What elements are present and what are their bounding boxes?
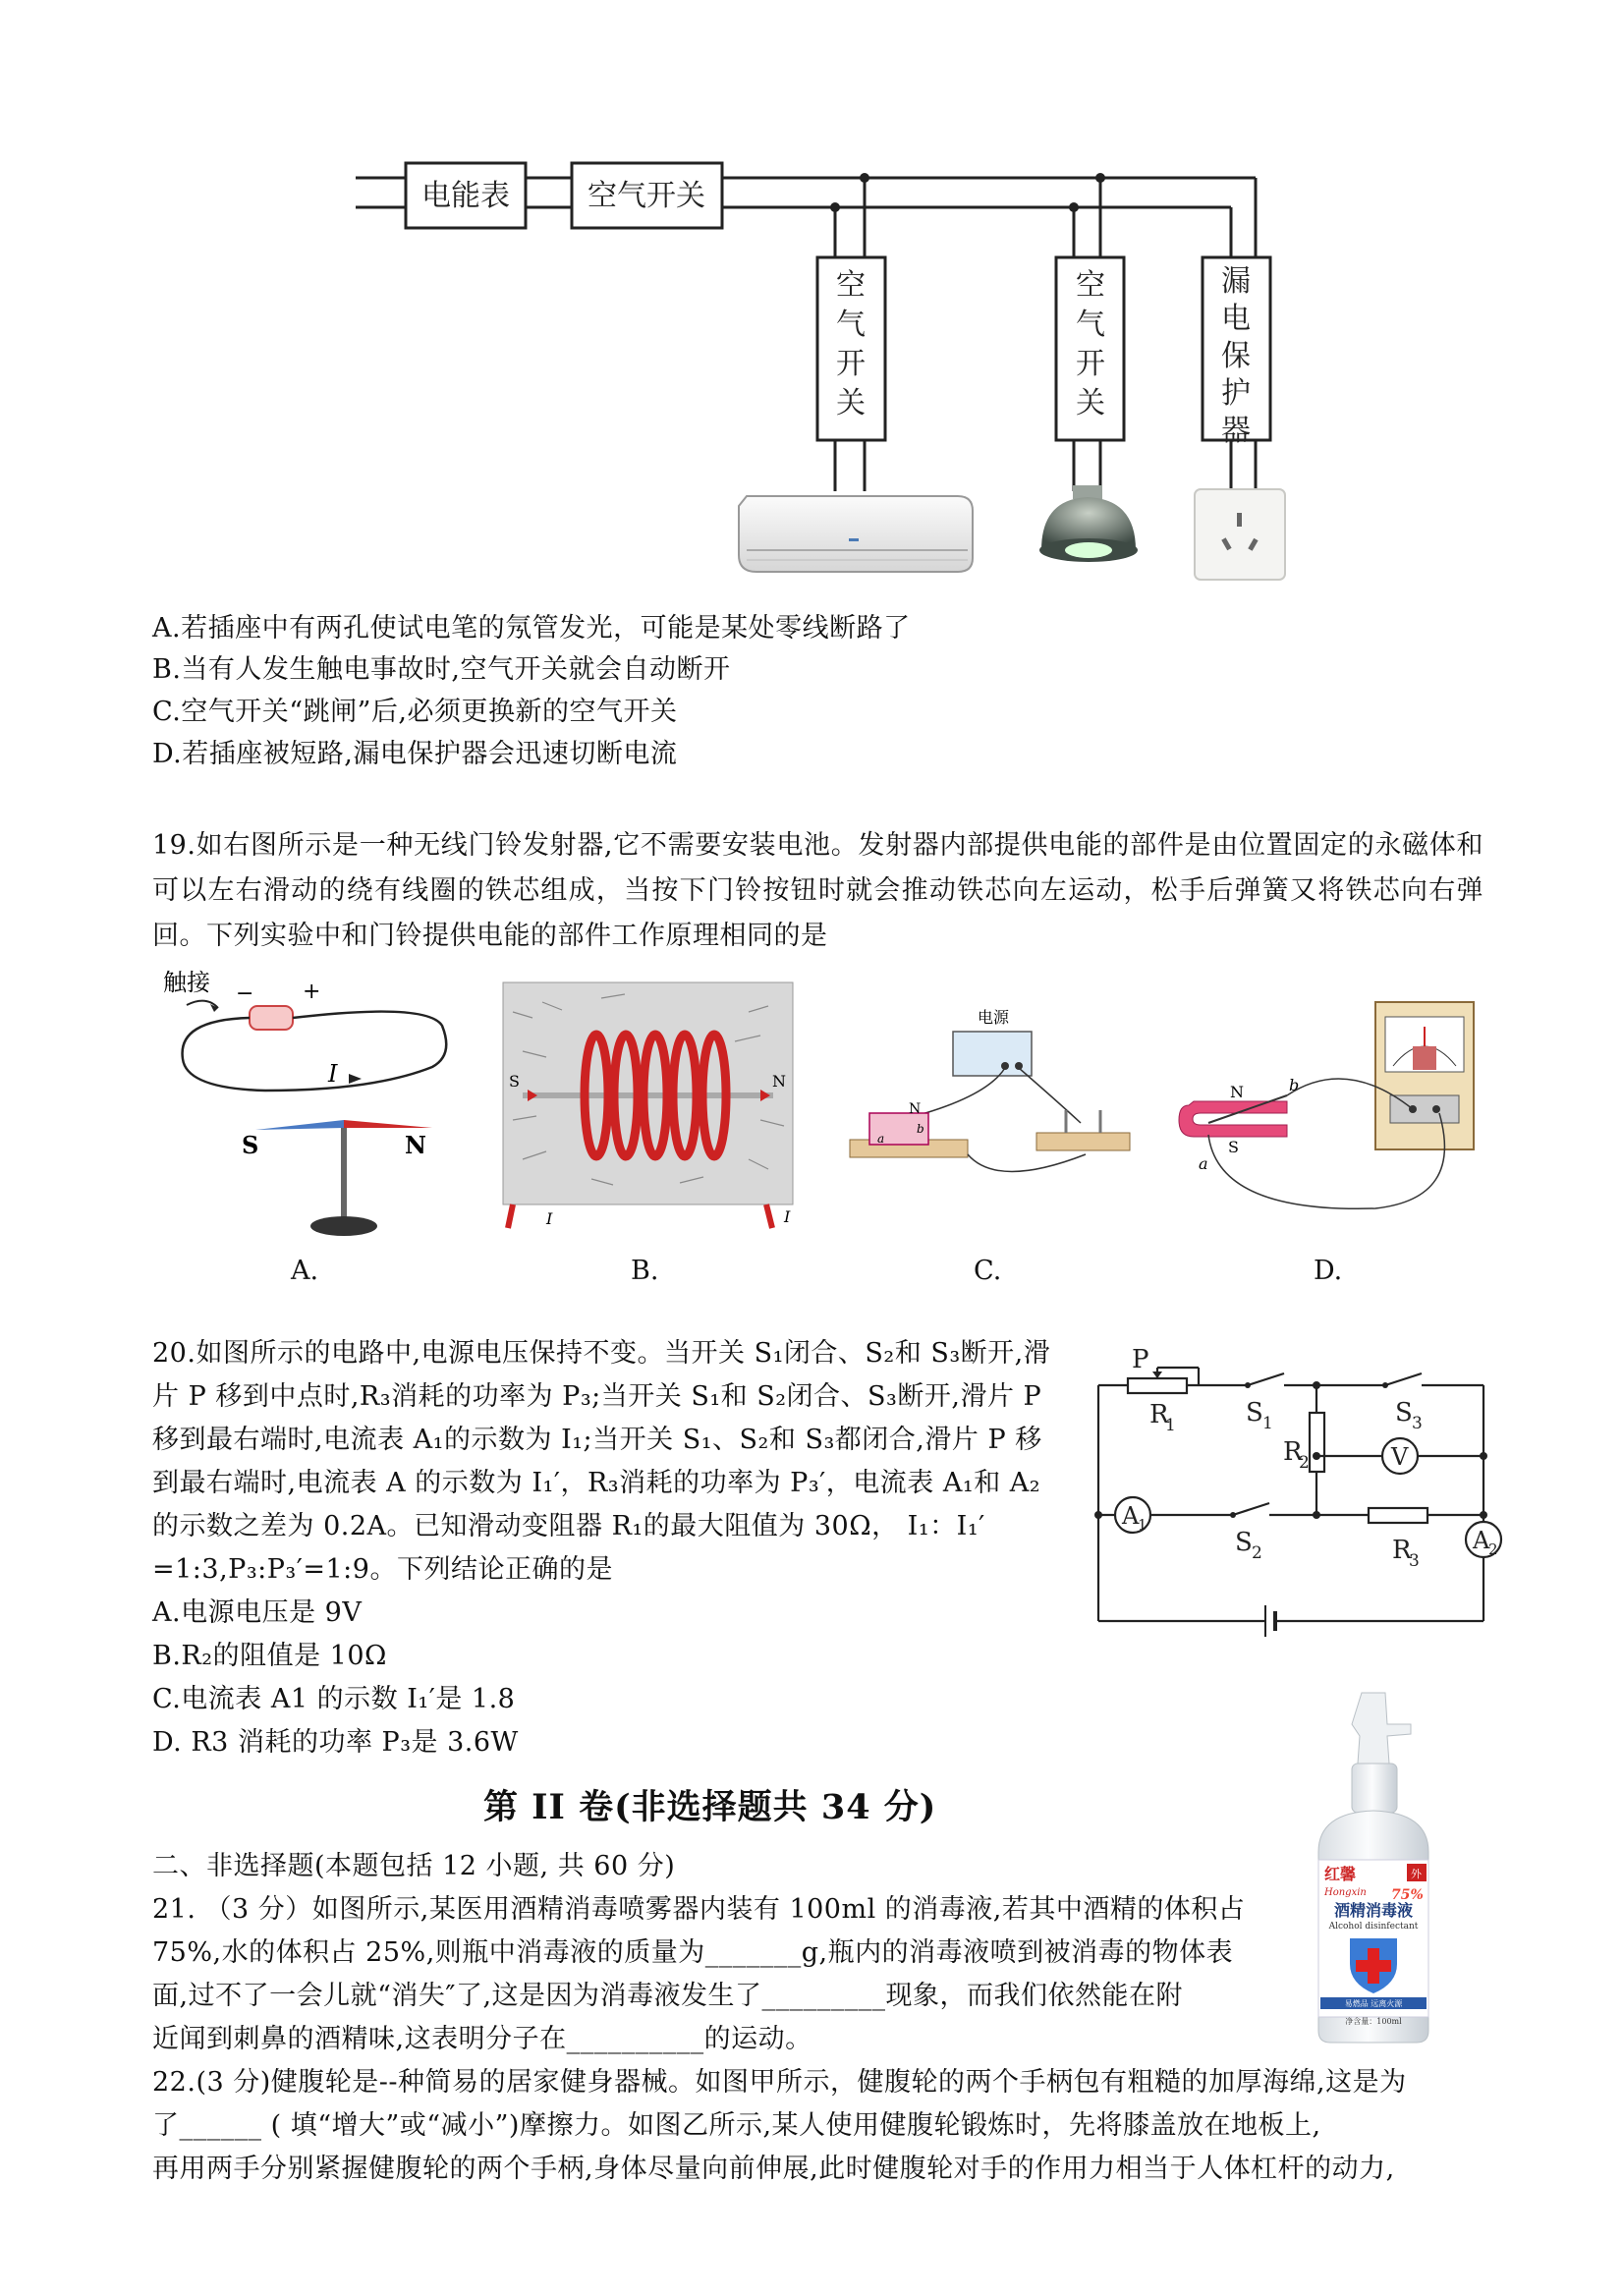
q22-line-3: 再用两手分别紧握健腹轮的两个手柄,身体尽量向前伸展,此时健腹轮对手的作用力相当于人体杠杆的动力, [152, 2154, 1395, 2184]
q19-figure-a [147, 961, 462, 1246]
svg-text:保: 保 [1221, 339, 1251, 373]
svg-text:酒精消毒液: 酒精消毒液 [1333, 1901, 1414, 1920]
q21-line-4: 近闻到刺鼻的酒精味,这表明分子在__________的运动。 [152, 2024, 812, 2054]
q18-option-c: C.空气开关“跳闸”后,必须更换新的空气开关 [152, 697, 678, 727]
q19-figure-d [1179, 997, 1483, 1233]
svg-text:R: R [1283, 1437, 1303, 1467]
disinfectant-spray-bottle [1311, 1685, 1448, 2048]
svg-text:I: I [328, 1060, 338, 1088]
svg-text:空: 空 [836, 268, 866, 303]
svg-text:电: 电 [1221, 302, 1251, 336]
svg-text:b: b [917, 1122, 924, 1136]
svg-text:I: I [784, 1207, 791, 1226]
svg-text:器: 器 [1221, 414, 1251, 448]
svg-text:Alcohol disinfectant: Alcohol disinfectant [1328, 1922, 1419, 1932]
energy-meter-label: 电能表 [421, 179, 510, 213]
svg-text:气: 气 [1076, 308, 1105, 342]
svg-text:外: 外 [1411, 1868, 1422, 1880]
q19-figure-c [840, 1007, 1154, 1243]
svg-text:N: N [1230, 1083, 1244, 1101]
q19-caption-b: B. [631, 1256, 659, 1286]
svg-text:P: P [1132, 1345, 1149, 1374]
q19-stem: 19.如右图所示是一种无线门铃发射器,它不需要安装电池。发射器内部提供电能的部件是由位置固定的永磁体和可以左右滑动的绕有线圈的铁芯组成，当按下门铃按钮时就会推动铁芯向左运动，松手后弹簧又将铁芯向右弹回。下列实验中和门铃提供电能的部件工作原理相同的是 [152, 830, 1483, 951]
q21-line-3: 面,过不了一会儿就“消失″了,这是因为消毒液发生了_________现象，而我们依然能在附 [152, 1981, 1184, 2011]
svg-text:+: + [303, 980, 321, 1004]
svg-text:Hongxin: Hongxin [1324, 1887, 1367, 1898]
svg-text:漏: 漏 [1221, 264, 1251, 299]
svg-text:V: V [1391, 1443, 1409, 1471]
svg-text:S: S [1395, 1398, 1413, 1428]
svg-text:S: S [1228, 1138, 1239, 1156]
air-conditioner-icon [739, 496, 973, 572]
svg-text:关: 关 [836, 386, 866, 420]
svg-text:−: − [236, 981, 254, 1006]
q20-option-a: A.电源电压是 9V [152, 1597, 363, 1628]
q19-caption-a: A. [291, 1256, 319, 1286]
svg-text:A: A [1473, 1527, 1490, 1554]
svg-text:开: 开 [836, 347, 866, 381]
svg-text:净含量：100ml: 净含量：100ml [1345, 2017, 1402, 2026]
section-title: 第 II 卷(非选择题共 34 分) [483, 1787, 937, 1827]
svg-text:关: 关 [1076, 386, 1105, 420]
svg-text:2: 2 [1299, 1453, 1310, 1473]
svg-text:S: S [1235, 1528, 1253, 1557]
section2-heading: 二、非选择题(本题包括 12 小题, 共 60 分) [152, 1851, 676, 1881]
q20-line-1: 20.如图所示的电路中,电源电压保持不变。当开关 S₁闭合、S₂和 S₃断开,滑 [152, 1338, 1051, 1369]
svg-text:R: R [1392, 1536, 1412, 1565]
q20-circuit-diagram [1091, 1346, 1542, 1641]
q18-option-d: D.若插座被短路,漏电保护器会迅速切断电流 [152, 739, 678, 769]
svg-text:3: 3 [1412, 1414, 1423, 1433]
svg-text:2: 2 [1488, 1540, 1498, 1558]
q20-line-3: 移到最右端时,电流表 A₁的示数为 I₁;当开关 S₁、S₂和 S₃都闭合,滑片 P 移 [152, 1425, 1042, 1455]
q21-line-1: 21. （3 分）如图所示,某医用酒精消毒喷雾器内装有 100ml 的消毒液,若其中酒精的体积占 [152, 1894, 1246, 1925]
svg-text:S: S [1246, 1398, 1263, 1428]
q19-figure-b [503, 982, 798, 1228]
svg-text:气: 气 [836, 308, 866, 342]
q20-line-6: =1:3,P₃:P₃′=1:9。下列结论正确的是 [152, 1554, 613, 1585]
svg-text:N: N [909, 1101, 922, 1117]
q20-option-d: D. R3 消耗的功率 P₃是 3.6W [152, 1727, 519, 1758]
q19-caption-c: C. [974, 1256, 1002, 1286]
svg-text:护: 护 [1221, 376, 1251, 411]
svg-text:75%: 75% [1391, 1887, 1424, 1903]
ceiling-lamp-icon [1039, 485, 1138, 562]
wall-socket-icon [1195, 489, 1285, 580]
svg-text:2: 2 [1252, 1543, 1262, 1563]
svg-text:a: a [1199, 1154, 1208, 1173]
svg-text:开: 开 [1076, 347, 1105, 381]
q21-line-2: 75%,水的体积占 25%,则瓶中消毒液的质量为_______g,瓶内的消毒液喷到被消毒的物体表 [152, 1937, 1234, 1968]
svg-text:触接: 触接 [163, 969, 210, 996]
svg-text:空: 空 [1076, 268, 1105, 303]
svg-text:a: a [877, 1132, 885, 1146]
svg-text:1: 1 [1262, 1414, 1273, 1433]
q19-caption-d: D. [1314, 1256, 1343, 1286]
svg-text:电源: 电源 [978, 1008, 1010, 1027]
svg-text:1: 1 [1138, 1516, 1147, 1534]
svg-text:N: N [772, 1072, 786, 1091]
q20-line-5: 的示数之差为 0.2A。已知滑动变阻器 R₁的最大阻值为 30Ω， I₁：I₁′ [152, 1511, 985, 1541]
q20-line-4: 到最右端时,电流表 A 的示数为 I₁′，R₃消耗的功率为 P₃′，电流表 A₁和 A₂ [152, 1468, 1041, 1498]
q22-line-1: 22.(3 分)健腹轮是--种简易的居家健身器械。如图甲所示，健腹轮的两个手柄包有粗糙的加厚海绵,这是为 [152, 2067, 1407, 2098]
q22-line-2: 了______ ( 填“增大”或“减小”)摩擦力。如图乙所示,某人使用健腹轮锻炼时，先将膝盖放在地板上, [152, 2110, 1321, 2141]
q20-option-c: C.电流表 A1 的示数 I₁′是 1.8 [152, 1684, 516, 1714]
svg-text:易燃品 远离火源: 易燃品 远离火源 [1344, 1999, 1403, 2008]
q20-option-b: B.R₂的阻值是 10Ω [152, 1641, 387, 1671]
main-breaker-label: 空气开关 [588, 179, 705, 213]
svg-text:S: S [509, 1072, 520, 1091]
q18-option-b: B.当有人发生触电事故时,空气开关就会自动断开 [152, 654, 731, 685]
household-wiring-diagram [0, 0, 1623, 609]
svg-text:b: b [1289, 1076, 1300, 1094]
svg-text:1: 1 [1165, 1416, 1176, 1435]
svg-text:N: N [405, 1131, 426, 1159]
q20-line-2: 片 P 移到中点时,R₃消耗的功率为 P₃;当开关 S₁和 S₂闭合、S₃断开,滑片 P [152, 1381, 1042, 1412]
svg-text:R: R [1149, 1400, 1169, 1429]
svg-text:I: I [546, 1209, 553, 1228]
svg-text:3: 3 [1409, 1551, 1420, 1571]
svg-text:S: S [242, 1131, 259, 1159]
svg-text:红馨: 红馨 [1324, 1865, 1357, 1883]
svg-text:A: A [1122, 1502, 1140, 1530]
q18-option-a: A.若插座中有两孔使试电笔的氖管发光，可能是某处零线断路了 [152, 613, 911, 644]
